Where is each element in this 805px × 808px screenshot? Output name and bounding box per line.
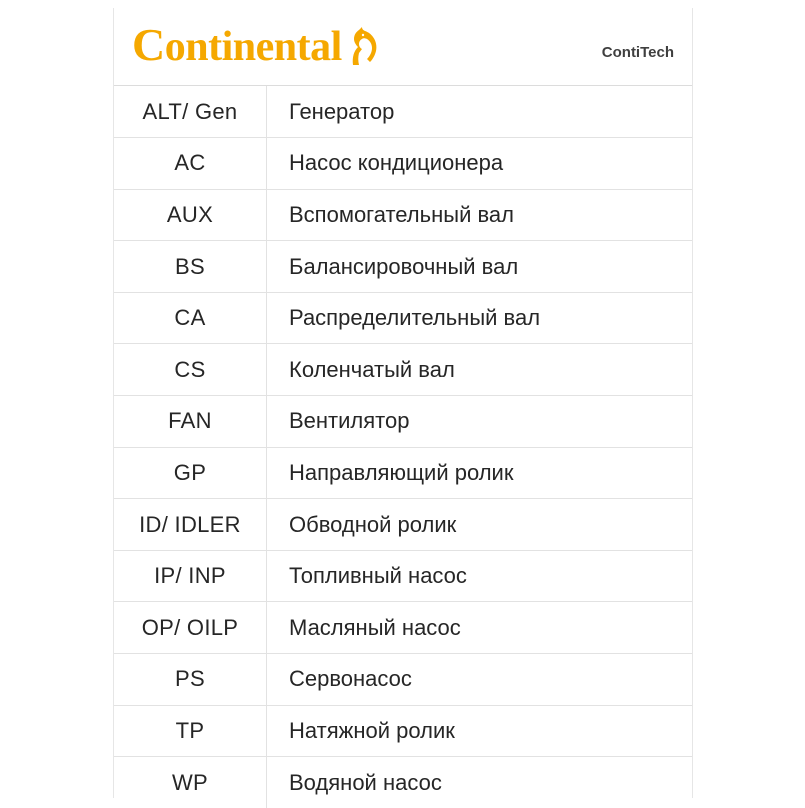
abbreviation-cell: WP: [114, 757, 267, 808]
table-row: [114, 550, 692, 602]
brand-initial: C: [132, 19, 165, 70]
abbreviation-cell: AUX: [114, 189, 267, 241]
abbreviation-cell: ID/ IDLER: [114, 499, 267, 551]
description-cell: Сервонасос: [267, 654, 693, 706]
brand-header: [114, 8, 692, 86]
table-row: [114, 447, 692, 499]
table-row: [114, 602, 692, 654]
description-cell: Масляный насос: [267, 602, 693, 654]
brand-wordmark: [132, 19, 342, 70]
table-row: [114, 292, 692, 344]
description-cell: Генератор: [267, 86, 693, 138]
table-row: [114, 654, 692, 706]
table-row: [114, 344, 692, 396]
description-cell: Обводной ролик: [267, 499, 693, 551]
table-row: [114, 138, 692, 190]
description-cell: Водяной насос: [289, 769, 442, 795]
sub-brand-label: ContiTech: [601, 44, 674, 61]
description-cell: Натяжной ролик: [267, 705, 693, 757]
table-row: [114, 499, 692, 551]
legend-sheet: [113, 8, 693, 798]
table-row: [114, 241, 692, 293]
abbreviation-cell: CA: [114, 292, 267, 344]
description-cell: Вентилятор: [267, 396, 693, 448]
abbreviation-cell: BS: [114, 241, 267, 293]
table-row: [114, 189, 692, 241]
table-row: [114, 86, 692, 138]
brand-logo: [132, 19, 380, 70]
description-cell: Коленчатый вал: [267, 344, 693, 396]
abbreviation-cell: AC: [114, 138, 267, 190]
abbreviation-cell: PS: [114, 654, 267, 706]
page-right-margin: [692, 0, 805, 805]
abbreviation-cell: TP: [114, 705, 267, 757]
table-row: [114, 396, 692, 448]
description-cell: Вспомогательный вал: [267, 189, 693, 241]
page-left-margin: [0, 0, 113, 805]
abbreviation-cell: OP/ OILP: [114, 602, 267, 654]
table-row: [114, 757, 692, 808]
description-cell: Насос кондиционера: [267, 138, 693, 190]
description-cell: Балансировочный вал: [267, 241, 693, 293]
abbreviation-cell: FAN: [114, 396, 267, 448]
brand-wordmark-rest: ontinental: [164, 24, 342, 70]
abbreviation-cell: ALT/ Gen: [114, 86, 267, 138]
horse-icon: [346, 26, 380, 66]
abbreviation-cell: GP: [114, 447, 267, 499]
legend-table-body: [114, 86, 692, 808]
description-cell: Топливный насос: [267, 550, 693, 602]
abbreviation-legend-table: [114, 86, 692, 808]
abbreviation-cell: CS: [114, 344, 267, 396]
description-cell: Направляющий ролик: [267, 447, 693, 499]
abbreviation-cell: IP/ INP: [114, 550, 267, 602]
description-cell: Распределительный вал: [267, 292, 693, 344]
table-row: [114, 705, 692, 757]
